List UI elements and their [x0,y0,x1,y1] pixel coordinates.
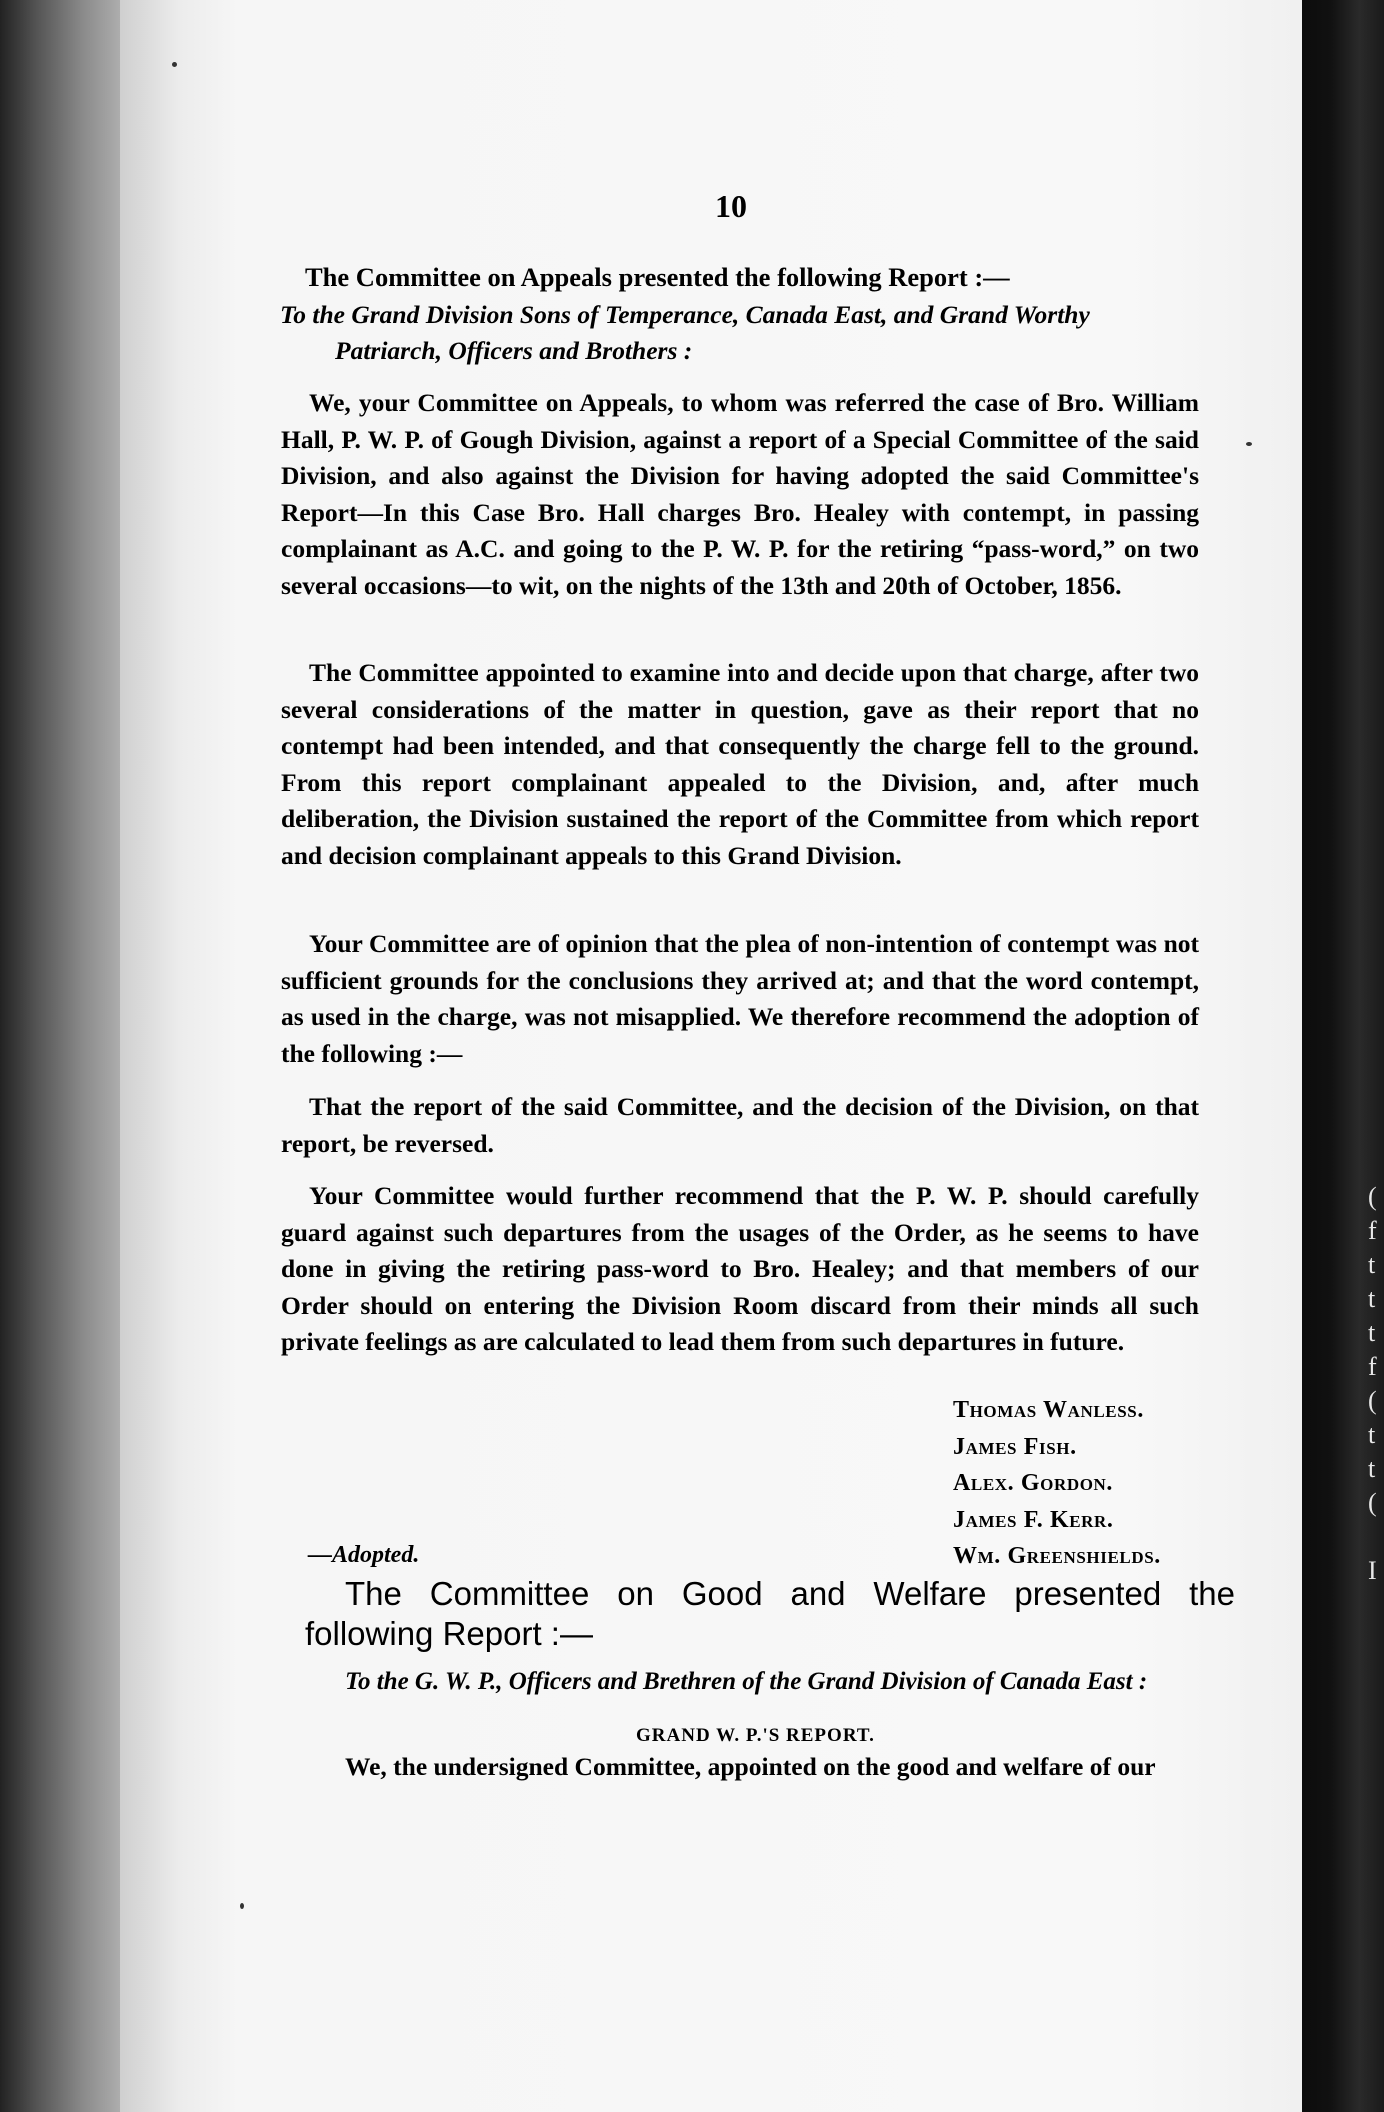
adjacent-page-fragments: ( f t t t f ( t t ( I [1368,1182,1377,1585]
signer-name: James Fish. [953,1433,1077,1460]
good-welfare-heading: The Committee on Good and Welfare presented the following Report :— [305,1575,1235,1652]
salutation-line-2: Patriarch, Officers and Brothers : [335,336,693,365]
salutation-line-1: To the Grand Division Sons of Temperance, Canada East, and Grand Worthy [280,300,1090,329]
paragraph-resolution: That the report of the said Committee, and the decision of the Division, on that report, be reversed. [281,1092,1199,1158]
page-number: 10 [715,188,747,224]
signer-name: Thomas Wanless. [953,1397,1144,1423]
good-welfare-salutation: To the G. W. P., Officers and Brethren of the Grand Division of Canada East : [345,1668,1148,1695]
paragraph-committee-finding: The Committee appointed to examine into and decide upon that charge, after two several considerations of the matter in question, gave as their report that no contempt had been intended, and that consequently the charge fell to the ground. From this report complainant appealed to the Division, and, after much deliberation, the Division sustained the report of the Committee from which report and decision complainant appeals to this Grand Division. [281,658,1199,870]
adopted-note: —Adopted. [308,1542,420,1568]
scan-speck [240,1903,244,1909]
signer-name: Alex. Gordon. [953,1470,1114,1496]
appeals-salutation [280,297,1185,369]
scan-speck [172,62,177,67]
signer-name: Wm. Greenshields. [953,1543,1161,1569]
appeals-report-heading: The Committee on Appeals presented the following Report :— [305,262,1010,292]
scan-right-edge [1302,0,1384,2112]
signatories [953,1392,1161,1575]
signer-name: James F. Kerr. [953,1506,1114,1533]
gwp-report-subheading: GRAND W. P.'S REPORT. [636,1725,875,1746]
scan-speck [1246,442,1252,446]
paragraph-case-summary: We, your Committee on Appeals, to whom was referred the case of Bro. William Hall, P. W. P. of Gough Division, against a report of a Special Committee of the said Division, and also against the Division for having adopted the said Committee's Report—In this Case Bro. Hall charges Bro. Healey with contempt, in passing complainant as A.C. and going to the P. W. P. for the retiring “pass-word,” on two several occasions—to wit, on the nights of the 13th and 20th of October, 1856. [281,388,1199,600]
paragraph-opinion: Your Committee are of opinion that the plea of non-intention of contempt was not sufficient grounds for the conclusions they arrived at; and that the word contempt, as used in the charge, was not misapplied. We therefore recommend the adoption of the following :— [281,929,1199,1068]
paragraph-recommendation: Your Committee would further recommend that the P. W. P. should carefully guard against such departures from the usages of the Order, as he seems to have done in giving the retiring pass-word to Bro. Healey; and that members of our Order should on entering the Division Room discard from their minds all such private feelings as are calculated to lead them from such departures in future. [281,1181,1199,1357]
paragraph-good-welfare-start: We, the undersigned Committee, appointed on the good and welfare of our [345,1752,1156,1781]
